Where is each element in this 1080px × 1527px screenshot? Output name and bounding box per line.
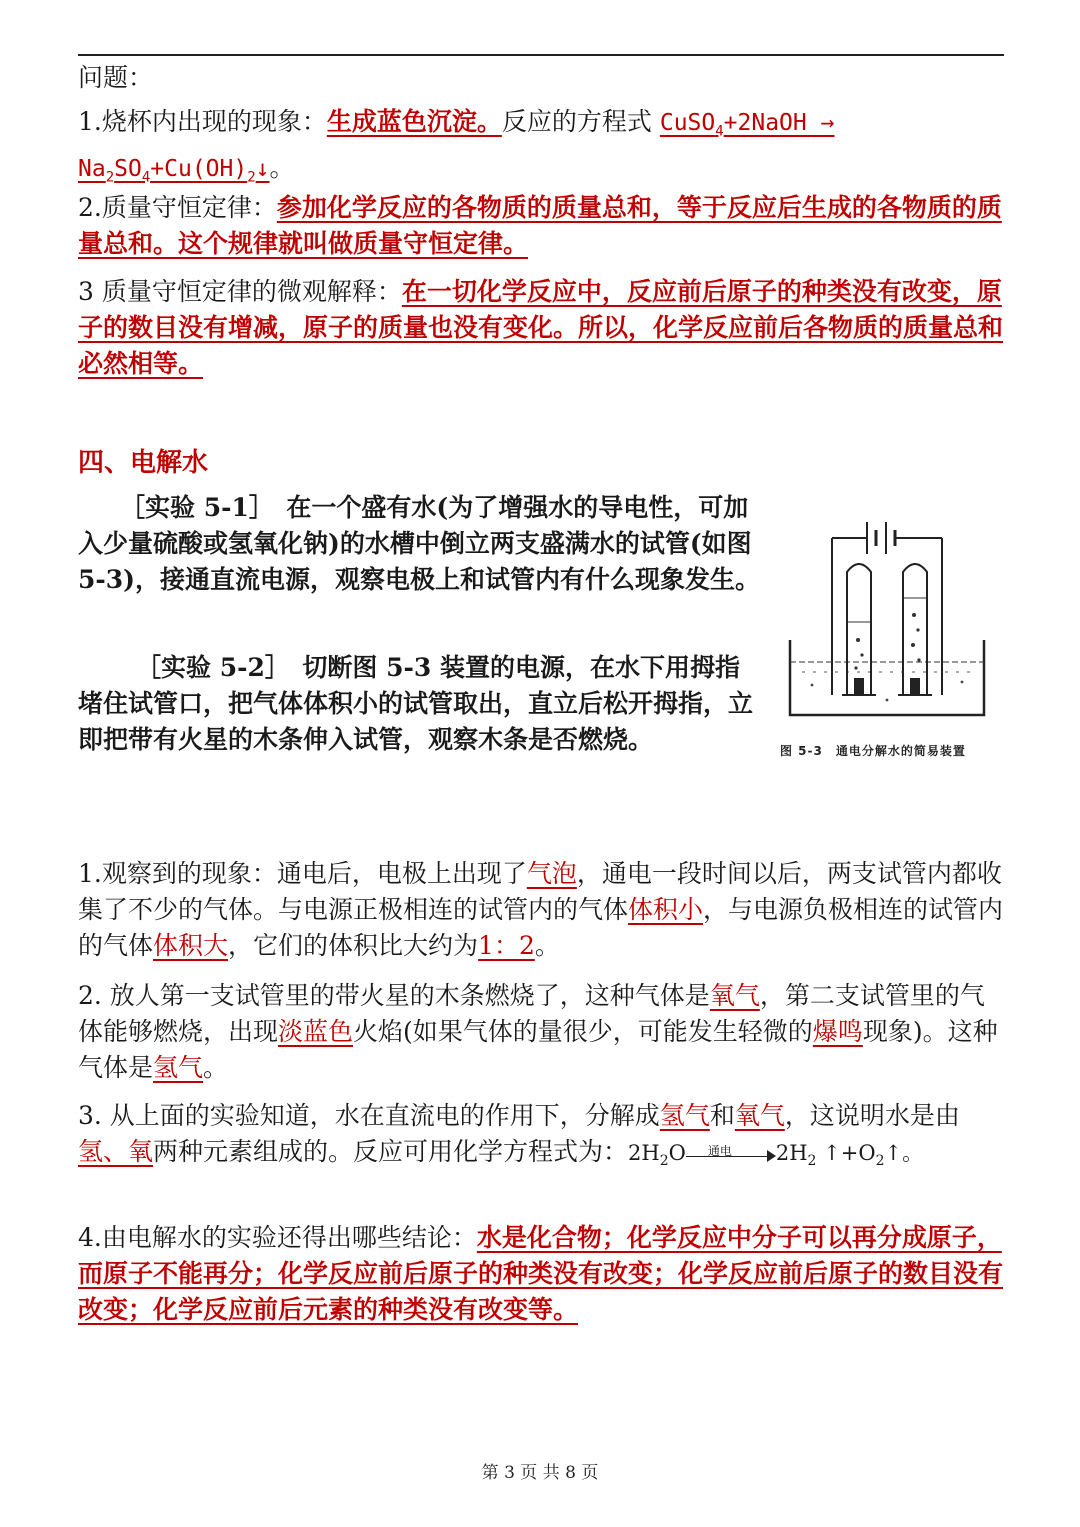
experiment-5-2: ［实验 5-2］ 切断图 5-3 装置的电源，在水下用拇指堵住试管口，把气体体积小的试管取出，直立后松开拇指，立即把带有火星的木条伸入试管，观察木条是否燃烧。	[78, 653, 754, 754]
o1-answer-3: 体积大	[153, 931, 229, 960]
reaction-arrow-icon: 通电	[686, 1145, 776, 1165]
top-rule	[78, 54, 1004, 56]
o3-equation: $2H_2O$ 通电 $2H_2$ $↑+O_2↑$。	[628, 1141, 924, 1170]
q2-prefix: 2.质量守恒定律：	[78, 193, 277, 222]
electrolysis-apparatus-figure	[772, 510, 1008, 746]
q1-answer: 生成蓝色沉淀。	[326, 107, 502, 136]
question-1: 1.烧杯内出现的现象：生成蓝色沉淀。反应的方程式 CuSO$_4$+2NaOH → $Na_2SO_4+Cu(OH)_2↓$。	[78, 107, 835, 186]
q3-answer: 在一切化学反应中，反应前后原子的种类没有改变，原子的数目没有增减，原子的质量也没有变化。所以，化学反应前后各物质的质量总和必然相等。	[78, 277, 1004, 378]
o1-answer-2: 体积小	[628, 895, 704, 924]
o4-answer: 水是化合物；化学反应中分子可以再分成原子，而原子不能再分；化学反应前后原子的种类没有改变；化学反应前后原子的数目没有改变；化学反应前后元素的种类没有改变等。	[78, 1223, 1004, 1324]
o2-answer-1: 氧气	[709, 981, 760, 1010]
q2-answer: 参加化学反应的各物质的质量总和，等于反应后生成的各物质的质量总和。这个规律就叫做质量守恒定律。	[78, 193, 1002, 258]
o1-answer-1: 气泡	[526, 859, 577, 888]
o2-answer-4: 氢气	[153, 1053, 204, 1082]
page-footer: 第 3 页 共 8 页	[481, 1463, 599, 1483]
figure-caption: 图 5-3 通电分解水的简易装置	[780, 744, 966, 758]
o2-answer-2: 淡蓝色	[278, 1017, 354, 1046]
observation-3: 3. 从上面的实验知道，水在直流电的作用下，分解成氢气和氧气，这说明水是由氢、氧两种元素组成的。反应可用化学方程式为：$2H_2O$ 通电 $2H_2$ $↑+O_2↑$。	[78, 1101, 960, 1170]
o3-answer-1: 氢气	[659, 1101, 710, 1130]
q1-prefix: 1.烧杯内出现的现象：	[78, 107, 327, 136]
questions-label: 问题：	[78, 63, 154, 92]
o3-answer-3: 氢、氧	[78, 1137, 154, 1166]
o1-answer-4: 1：2	[478, 931, 535, 960]
observation-1: 1.观察到的现象：通电后，电极上出现了气泡，通电一段时间以后，两支试管内都收集了不少的气体。与电源正极相连的试管内的气体体积小，与电源负极相连的试管内的气体体积大，它们的体积比大约为1：2。	[78, 859, 1004, 960]
q1-equation: CuSO$_4$+2NaOH → $Na_2SO_4+Cu(OH)_2↓$	[78, 110, 835, 186]
question-3	[78, 274, 1004, 382]
o3-answer-2: 氧气	[734, 1101, 785, 1130]
q1-mid: 反应的方程式	[501, 107, 652, 136]
experiment-5-1: ［实验 5-1］ 在一个盛有水(为了增强水的导电性，可加入少量硫酸或氢氧化钠)的水槽中倒立两支盛满水的试管(如图 5-3)，接通直流电源，观察电极上和试管内有什么现象发生。	[78, 493, 760, 594]
section-heading: 四、电解水	[78, 448, 209, 478]
observation-2: 2. 放人第一支试管里的带火星的木条燃烧了，这种气体是氧气，第二支试管里的气体能够燃烧，出现淡蓝色火焰(如果气体的量很少，可能发生轻微的爆鸣现象)。这种气体是氢气。	[78, 981, 998, 1082]
q3-prefix: 3 质量守恒定律的微观解释：	[78, 277, 402, 306]
o2-answer-3: 爆鸣	[812, 1017, 863, 1046]
question-2	[78, 190, 1004, 262]
observation-4: 4.由电解水的实验还得出哪些结论：水是化合物；化学反应中分子可以再分成原子，而原子不能再分；化学反应前后原子的种类没有改变；化学反应前后原子的数目没有改变；化学反应前后元素的种类没有改变等。	[78, 1223, 1004, 1324]
